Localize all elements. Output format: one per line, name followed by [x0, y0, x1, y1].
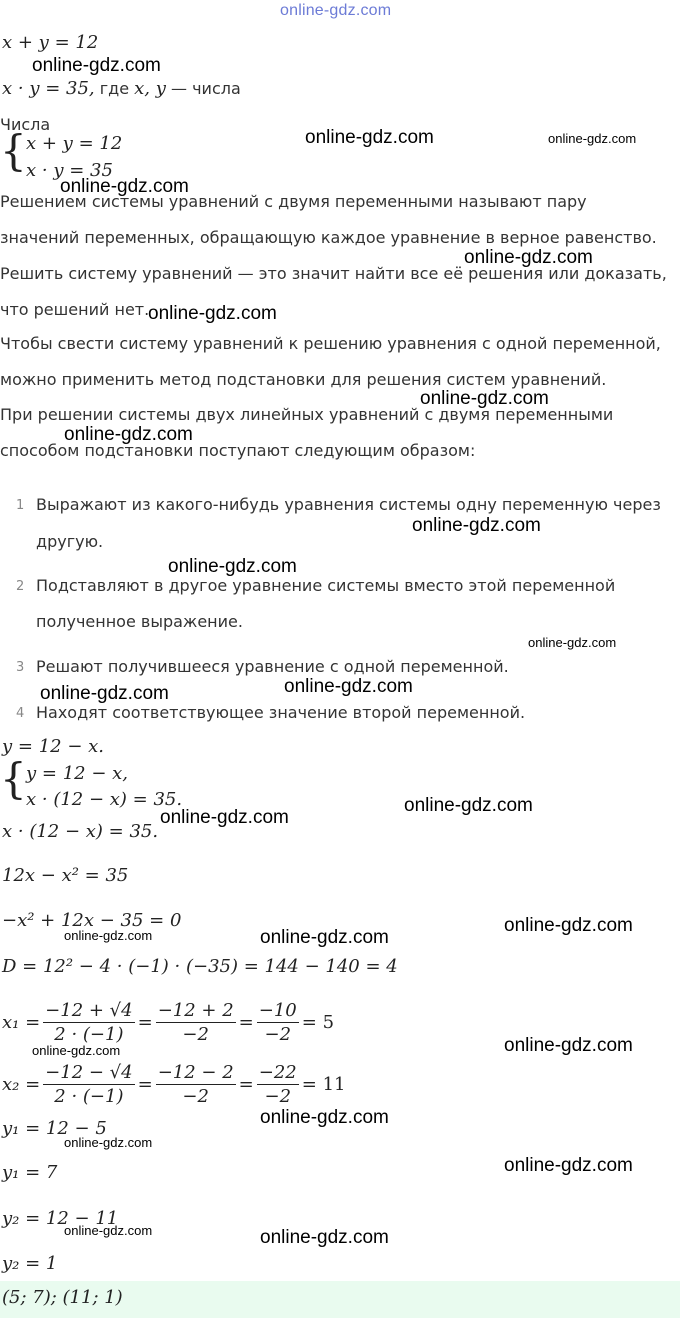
numerator: −10: [258, 1000, 297, 1021]
watermark: online-gdz.com: [548, 131, 637, 146]
numbers-note: — числа: [171, 79, 241, 98]
watermark: online-gdz.com: [412, 515, 541, 536]
watermark: online-gdz.com: [148, 303, 277, 324]
x1-label: x₁ =: [2, 1012, 41, 1033]
equation-product: x · y = 35,: [2, 78, 95, 99]
step-1-line-2: другую.: [36, 532, 104, 551]
watermark: online-gdz.com: [32, 1043, 121, 1058]
paragraph-definition-2: значений переменных, обращающую каждое уравнение в верное равенство.: [0, 228, 657, 247]
system-brace: {: [0, 126, 27, 175]
system-eq-2: x · y = 35: [26, 160, 113, 181]
watermark: online-gdz.com: [32, 55, 161, 76]
numerator: −12 + 2: [157, 1000, 234, 1021]
discriminant: D = 12² − 4 · (−1) · (−35) = 144 − 140 = 4: [2, 956, 398, 977]
numerator: −12 + √4: [45, 1000, 133, 1021]
watermark: online-gdz.com: [504, 1035, 633, 1056]
equation-sum: x + y = 12: [2, 32, 99, 53]
fraction: [43, 1062, 134, 1107]
answer-box: [0, 1281, 680, 1318]
x1-result: = 5: [301, 1012, 335, 1033]
equals-sign: =: [137, 1012, 153, 1033]
standard-form-equation: −x² + 12x − 35 = 0: [2, 910, 182, 931]
expanded-equation: 12x − x² = 35: [2, 865, 129, 886]
equation-product-line: [2, 78, 241, 99]
watermark: online-gdz.com: [64, 1223, 153, 1238]
equals-sign: =: [137, 1074, 153, 1095]
paragraph-solve-2: что решений нет.: [0, 300, 150, 319]
numerator: −12 − √4: [45, 1062, 133, 1083]
variables: x, y: [134, 78, 166, 99]
watermark: online-gdz.com: [168, 556, 297, 577]
watermark: online-gdz.com: [260, 927, 389, 948]
numerator: −22: [258, 1062, 297, 1083]
x2-result: = 11: [301, 1074, 346, 1095]
fraction: [156, 1000, 236, 1045]
watermark: online-gdz.com: [160, 807, 289, 828]
y-expression: y = 12 − x.: [2, 736, 104, 757]
root-x2: [2, 1062, 345, 1107]
system-brace: {: [0, 754, 27, 803]
watermark: online-gdz.com: [40, 683, 169, 704]
substituted-equation: x · (12 − x) = 35.: [2, 821, 159, 842]
x2-label: x₂ =: [2, 1074, 41, 1095]
step-number: 3: [16, 660, 25, 675]
step-number: 1: [16, 498, 25, 513]
watermark: online-gdz.com: [404, 795, 533, 816]
fraction: [257, 1000, 299, 1045]
watermark: online-gdz.com: [260, 1227, 389, 1248]
y2-value: y₂ = 1: [2, 1253, 58, 1274]
site-header-watermark[interactable]: online-gdz.com: [280, 2, 392, 19]
system-eq-1: x + y = 12: [26, 133, 123, 154]
paragraph-linear-2: способом подстановки поступают следующим образом:: [0, 441, 476, 460]
system2-eq-1: y = 12 − x,: [26, 763, 128, 784]
watermark: online-gdz.com: [420, 388, 549, 409]
denominator: −2: [182, 1024, 209, 1045]
root-x1: [2, 1000, 334, 1045]
step-2-line-1: Подставляют в другое уравнение системы вместо этой переменной: [36, 576, 616, 595]
step-3-line-1: Решают получившееся уравнение с одной переменной.: [36, 657, 509, 676]
step-1-line-1: Выражают из какого-нибудь уравнения системы одну переменную через: [36, 495, 661, 514]
watermark: online-gdz.com: [464, 247, 593, 268]
system2-eq-2: x · (12 − x) = 35.: [26, 789, 183, 810]
fraction: [257, 1062, 299, 1107]
watermark: online-gdz.com: [64, 1135, 153, 1150]
equals-sign: =: [238, 1074, 254, 1095]
answer-text: (5; 7); (11; 1): [2, 1287, 123, 1308]
paragraph-solve-1: Решить систему уравнений — это значит найти все её решения или доказать,: [0, 264, 667, 283]
watermark: online-gdz.com: [260, 1107, 389, 1128]
denominator: −2: [264, 1086, 292, 1107]
denominator: 2 · (−1): [54, 1086, 124, 1107]
paragraph-linear-1: При решении системы двух линейных уравнений с двумя переменными: [0, 405, 614, 424]
where-word: где: [99, 79, 130, 98]
denominator: 2 · (−1): [54, 1024, 124, 1045]
step-4-line-1: Находят соответствующее значение второй переменной.: [36, 703, 526, 722]
numerator: −12 − 2: [157, 1062, 234, 1083]
step-number: 4: [16, 706, 25, 721]
y1-value: y₁ = 7: [2, 1162, 58, 1183]
watermark: online-gdz.com: [504, 1155, 633, 1176]
watermark: online-gdz.com: [504, 915, 633, 936]
step-number: 2: [16, 579, 25, 594]
equals-sign: =: [238, 1012, 254, 1033]
watermark: online-gdz.com: [64, 928, 153, 943]
chisla-label: Числа: [0, 115, 51, 134]
y2-calculation: y₂ = 12 − 11: [2, 1208, 119, 1229]
fraction: [156, 1062, 236, 1107]
paragraph-substitution-1: Чтобы свести систему уравнений к решению уравнения с одной переменной,: [0, 334, 661, 353]
watermark: online-gdz.com: [528, 635, 617, 650]
paragraph-substitution-2: можно применить метод подстановки для решения систем уравнений.: [0, 370, 607, 389]
denominator: −2: [264, 1024, 292, 1045]
fraction: [43, 1000, 134, 1045]
denominator: −2: [182, 1086, 209, 1107]
step-2-line-2: полученное выражение.: [36, 612, 243, 631]
watermark: online-gdz.com: [60, 176, 189, 197]
paragraph-definition-1: Решением системы уравнений с двумя переменными называют пару: [0, 192, 587, 211]
watermark: online-gdz.com: [284, 676, 413, 697]
y1-calculation: y₁ = 12 − 5: [2, 1118, 107, 1139]
watermark: online-gdz.com: [305, 127, 434, 148]
watermark: online-gdz.com: [64, 424, 193, 445]
